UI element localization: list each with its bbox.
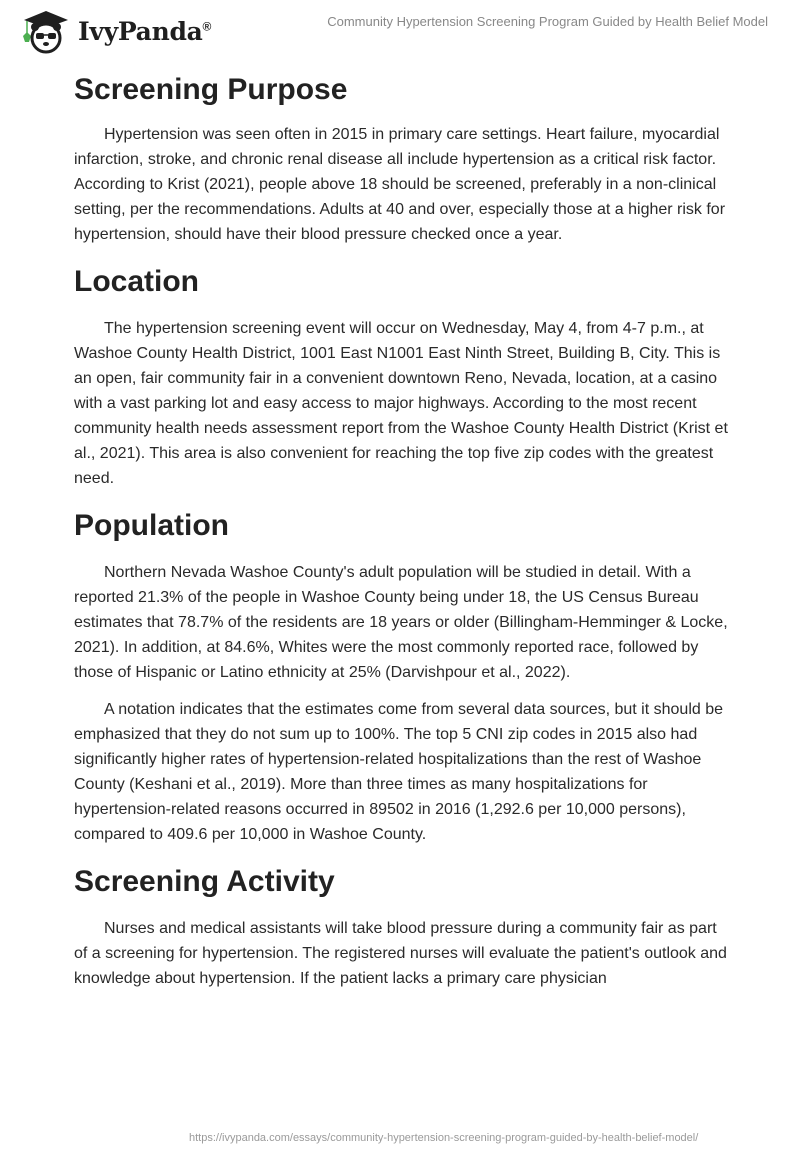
section-screening-purpose <box>74 70 734 247</box>
essay-content <box>74 70 734 991</box>
paragraph: Northern Nevada Washoe County's adult population will be studied in detail. With a reported 21.3% of the people in Washoe County being under 18, the US Census Bureau estimates that 78.7% of the residents are 18 years or older (Billingham-Hemminger & Locke, 2021). In addition, at 84.6%, Whites were the most commonly reported race, followed by those of Hispanic or Latino ethnicity at 25% (Darvishpour et al., 2022). <box>74 564 728 681</box>
section-heading: Screening Purpose <box>74 73 348 106</box>
section-heading: Location <box>74 265 199 298</box>
document-title: Community Hypertension Screening Program Guided by Health Belief Model <box>327 14 768 29</box>
paragraph: The hypertension screening event will occur on Wednesday, May 4, from 4-7 p.m., at Washoe County Health District, 1001 East N1001 East Ninth Street, Building B, City. This is an open, fair community fair in a convenient downtown Reno, Nevada, location, at a casino with a vast parking lot and easy access to major highways. According to the most recent community health needs assessment report from the Washoe County Health District (Krist et al., 2021). This area is also convenient for reaching the top five zip codes with the greatest need. <box>74 320 728 487</box>
section-heading: Population <box>74 509 229 542</box>
paragraph: Nurses and medical assistants will take blood pressure during a community fair as part of a screening for hypertension. The registered nurses will evaluate the patient's outlook and knowledge about hypertension. If the patient lacks a primary care physician <box>74 920 727 987</box>
section-population <box>74 506 734 847</box>
section-location <box>74 262 734 491</box>
paragraph: Hypertension was seen often in 2015 in primary care settings. Heart failure, myocardial infarction, stroke, and chronic renal disease all include hypertension as a critical risk factor. According to Krist (2021), people above 18 should be screened, preferably in a non-clinical setting, per the recommendations. Adults at 40 and over, especially those at a higher risk for hypertension, should have their blood pressure checked once a year. <box>74 126 726 243</box>
panda-graduate-icon <box>18 8 74 54</box>
brand-name: IvyPanda® <box>78 16 212 46</box>
brand-logo[interactable] <box>18 8 211 54</box>
page-header <box>0 0 800 60</box>
paragraph: A notation indicates that the estimates come from several data sources, but it should be emphasized that they do not sum up to 100%. The top 5 CNI zip codes in 2015 also had significantly higher rates of hypertension-related hospitalizations than the rest of Washoe County (Keshani et al., 2019). More than three times as many hospitalizations for hypertension-related reasons occurred in 89502 in 2016 (1,292.6 per 10,000 persons), compared to 409.6 per 10,000 in Washoe County. <box>74 701 724 843</box>
section-screening-activity <box>74 862 734 991</box>
section-heading: Screening Activity <box>74 865 335 898</box>
source-url-link[interactable]: https://ivypanda.com/essays/community-hypertension-screening-program-guided-by-health-belief-model/ <box>189 1132 699 1144</box>
